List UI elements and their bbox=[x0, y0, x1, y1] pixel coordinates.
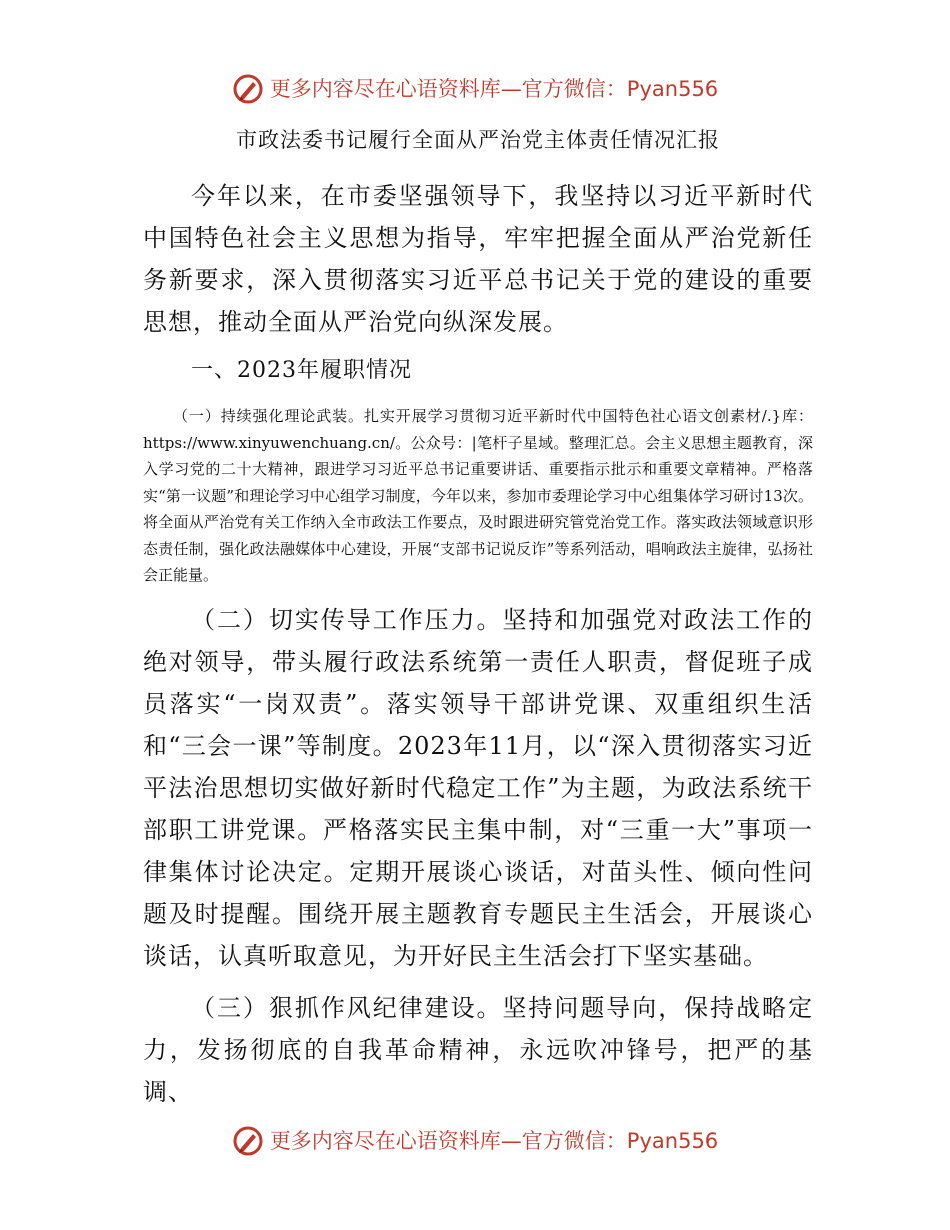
item-1-paragraph: （一）持续强化理论武装。扎实开展学习贯彻习近平新时代中国特色社心语文创素材/.}库：https://www.xinyuwenchuang.cn/。公众号：|笔杆子星域。整理汇总。会主义思想主题教育，深入学习党的二十大精神，跟进学习习近平总书记重要讲话、重要指示批示和重要文章精神。严格落实“第一议题”和理论学习中心组学习制度，今年以来，参加市委理论学习中心组集体学习研讨13次。将全面从严治党有关工作纳入全市政法工作要点，及时跟进研究管党治党工作。落实政法领域意识形态责任制，强化政法融媒体中心建设，开展“支部书记说反诈”等系列活动，唱响政法主旋律，弘扬社会正能量。 bbox=[143, 407, 813, 584]
pen-logo-icon bbox=[232, 73, 264, 105]
section-heading: 一、2023年履职情况 bbox=[191, 358, 412, 383]
watermark-text: 更多内容尽在心语资料库—官方微信：Pyan556 bbox=[269, 1129, 719, 1153]
item-3-paragraph: （三）狠抓作风纪律建设。坚持问题导向，保持战略定力，发扬彻底的自我革命精神，永远吹冲锋号，把严的基调、 bbox=[143, 993, 813, 1106]
watermark-text: 更多内容尽在心语资料库—官方微信：Pyan556 bbox=[269, 77, 719, 101]
item-2-paragraph: （二）切实传导工作压力。坚持和加强党对政法工作的绝对领导，带头履行政法系统第一责任人职责，督促班子成员落实“一岗双责”。落实领导干部讲党课、双重组织生活和“三会一课”等制度。2023年11月，以“深入贯彻落实习近平法治思想切实做好新时代稳定工作”为主题，为政法系统干部职工讲党课。严格落实民主集中制，对“三重一大”事项一律集体讨论决定。定期开展谈心谈话，对苗头性、倾向性问题及时提醒。围绕开展主题教育专题民主生活会，开展谈心谈话，认真听取意见，为开好民主生活会打下坚实基础。 bbox=[143, 605, 813, 970]
document-body bbox=[143, 125, 813, 1113]
pen-logo-icon bbox=[232, 1125, 264, 1157]
watermark-banner-bottom bbox=[0, 1125, 950, 1157]
document-title: 市政法委书记履行全面从严治党主体责任情况汇报 bbox=[236, 128, 720, 152]
watermark-banner-top bbox=[0, 73, 950, 105]
intro-paragraph: 今年以来，在市委坚强领导下，我坚持以习近平新时代中国特色社会主义思想为指导，牢牢把握全面从严治党新任务新要求，深入贯彻落实习近平总书记关于党的建设的重要思想，推动全面从严治党向纵深发展。 bbox=[143, 182, 813, 336]
